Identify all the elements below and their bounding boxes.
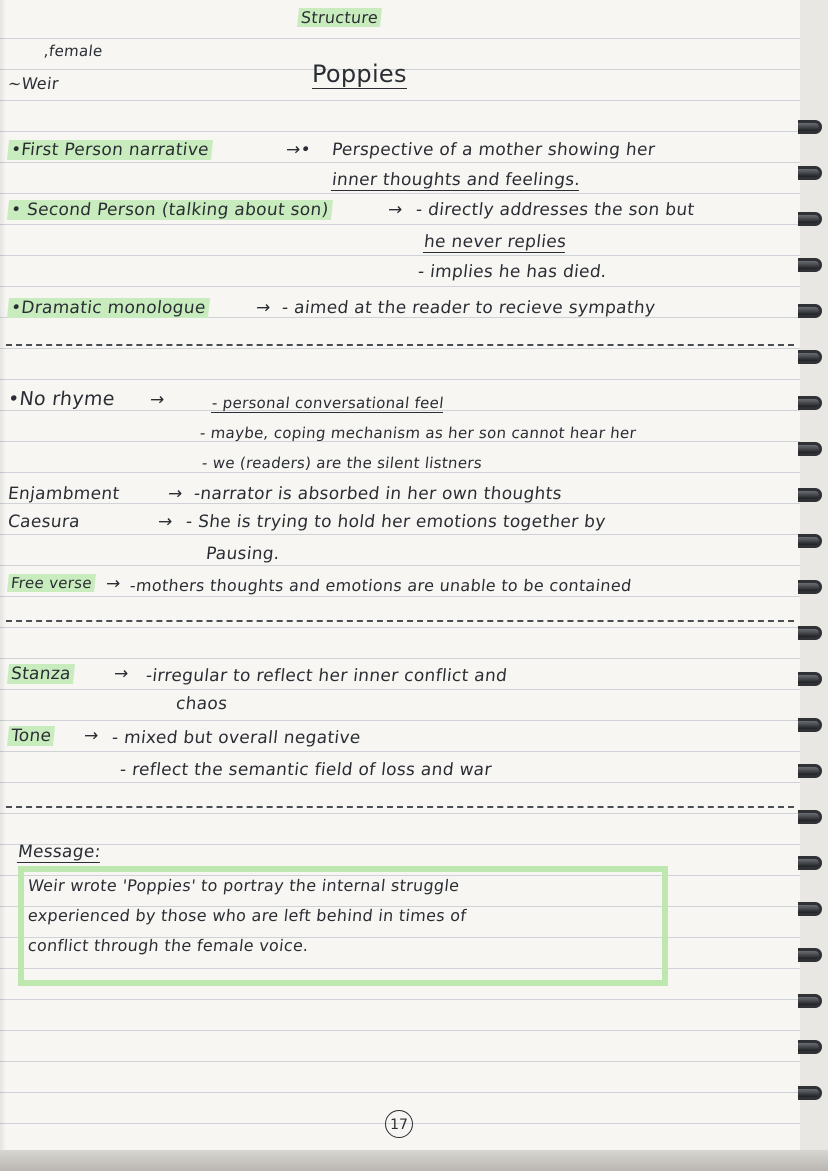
arrow-icon: → bbox=[386, 200, 404, 220]
spiral-coil bbox=[798, 994, 822, 1008]
arrow-icon: → bbox=[148, 390, 166, 410]
message-line: Weir wrote 'Poppies' to portray the internal struggle bbox=[27, 876, 461, 895]
spiral-coil bbox=[798, 442, 822, 456]
spiral-coil bbox=[798, 396, 822, 410]
note-line: Pausing. bbox=[204, 544, 281, 564]
note-line: - aimed at the reader to recieve sympathy bbox=[280, 298, 657, 318]
spiral-coil bbox=[798, 212, 822, 226]
note-line: - personal conversational feel bbox=[211, 394, 445, 412]
spiral-coil bbox=[798, 856, 822, 870]
note-line: inner thoughts and feelings. bbox=[330, 170, 582, 190]
note-line: - implies he has died. bbox=[416, 262, 608, 282]
term-caesura: Caesura bbox=[6, 512, 81, 532]
page-edge bbox=[0, 1150, 828, 1171]
spiral-coil bbox=[798, 488, 822, 502]
spiral-coil bbox=[798, 350, 822, 364]
spiral-coil bbox=[798, 764, 822, 778]
note-line: - directly addresses the son but bbox=[414, 200, 696, 220]
arrow-icon: → bbox=[112, 664, 130, 684]
annotation-weir: ~Weir bbox=[7, 74, 60, 93]
term-dramatic-monologue: •Dramatic monologue bbox=[7, 298, 210, 318]
annotation-female: ,female bbox=[43, 42, 104, 60]
spiral-coil bbox=[798, 580, 822, 594]
spiral-coil bbox=[798, 534, 822, 548]
note-line: he never replies bbox=[422, 232, 568, 252]
spiral-coil bbox=[798, 810, 822, 824]
spiral-coil bbox=[798, 948, 822, 962]
page-number: 17 bbox=[385, 1110, 413, 1138]
arrow-icon: → bbox=[166, 484, 184, 504]
section-divider bbox=[6, 806, 794, 808]
term-first-person: •First Person narrative bbox=[7, 140, 213, 160]
arrow-icon: → bbox=[82, 726, 100, 746]
spiral-coil bbox=[798, 1086, 822, 1100]
arrow-icon: → bbox=[254, 298, 272, 318]
note-line: -mothers thoughts and emotions are unable to be contained bbox=[129, 576, 633, 595]
section-divider bbox=[6, 344, 794, 346]
page-title: Poppies bbox=[312, 60, 407, 88]
spiral-coil bbox=[798, 672, 822, 686]
note-line: - reflect the semantic field of loss and war bbox=[118, 760, 493, 780]
spiral-coil bbox=[798, 258, 822, 272]
term-second-person: • Second Person (talking about son) bbox=[7, 200, 333, 220]
arrow-icon: → bbox=[104, 574, 122, 594]
note-line: Perspective of a mother showing her bbox=[330, 140, 657, 160]
spiral-coil bbox=[798, 1040, 822, 1054]
note-line: - we (readers) are the silent listners bbox=[201, 454, 483, 472]
term-tone: Tone bbox=[7, 726, 55, 746]
spiral-coil bbox=[798, 166, 822, 180]
term-free-verse: Free verse bbox=[7, 574, 96, 592]
note-line: - She is trying to hold her emotions together by bbox=[184, 512, 607, 532]
note-line: - maybe, coping mechanism as her son cannot hear her bbox=[199, 424, 638, 442]
spiral-coil bbox=[798, 120, 822, 134]
arrow-icon: →• bbox=[284, 140, 312, 160]
spiral-coil bbox=[798, 304, 822, 318]
spiral-coil bbox=[798, 902, 822, 916]
note-line: -irregular to reflect her inner conflict and bbox=[144, 666, 509, 686]
message-line: experienced by those who are left behind in times of bbox=[27, 906, 468, 925]
term-stanza: Stanza bbox=[7, 664, 75, 684]
structure-label: Structure bbox=[297, 8, 382, 27]
spiral-coil bbox=[798, 626, 822, 640]
note-line: -narrator is absorbed in her own thoughts bbox=[192, 484, 563, 504]
arrow-icon: → bbox=[156, 512, 174, 532]
message-line: conflict through the female voice. bbox=[27, 936, 310, 955]
spiral-binding bbox=[796, 120, 828, 1150]
spiral-coil bbox=[798, 718, 822, 732]
term-no-rhyme: •No rhyme bbox=[6, 388, 116, 410]
section-divider bbox=[6, 620, 794, 622]
message-heading: Message: bbox=[16, 842, 102, 862]
term-enjambment: Enjambment bbox=[6, 484, 121, 504]
note-line: - mixed but overall negative bbox=[110, 728, 362, 748]
note-line: chaos bbox=[174, 694, 229, 714]
